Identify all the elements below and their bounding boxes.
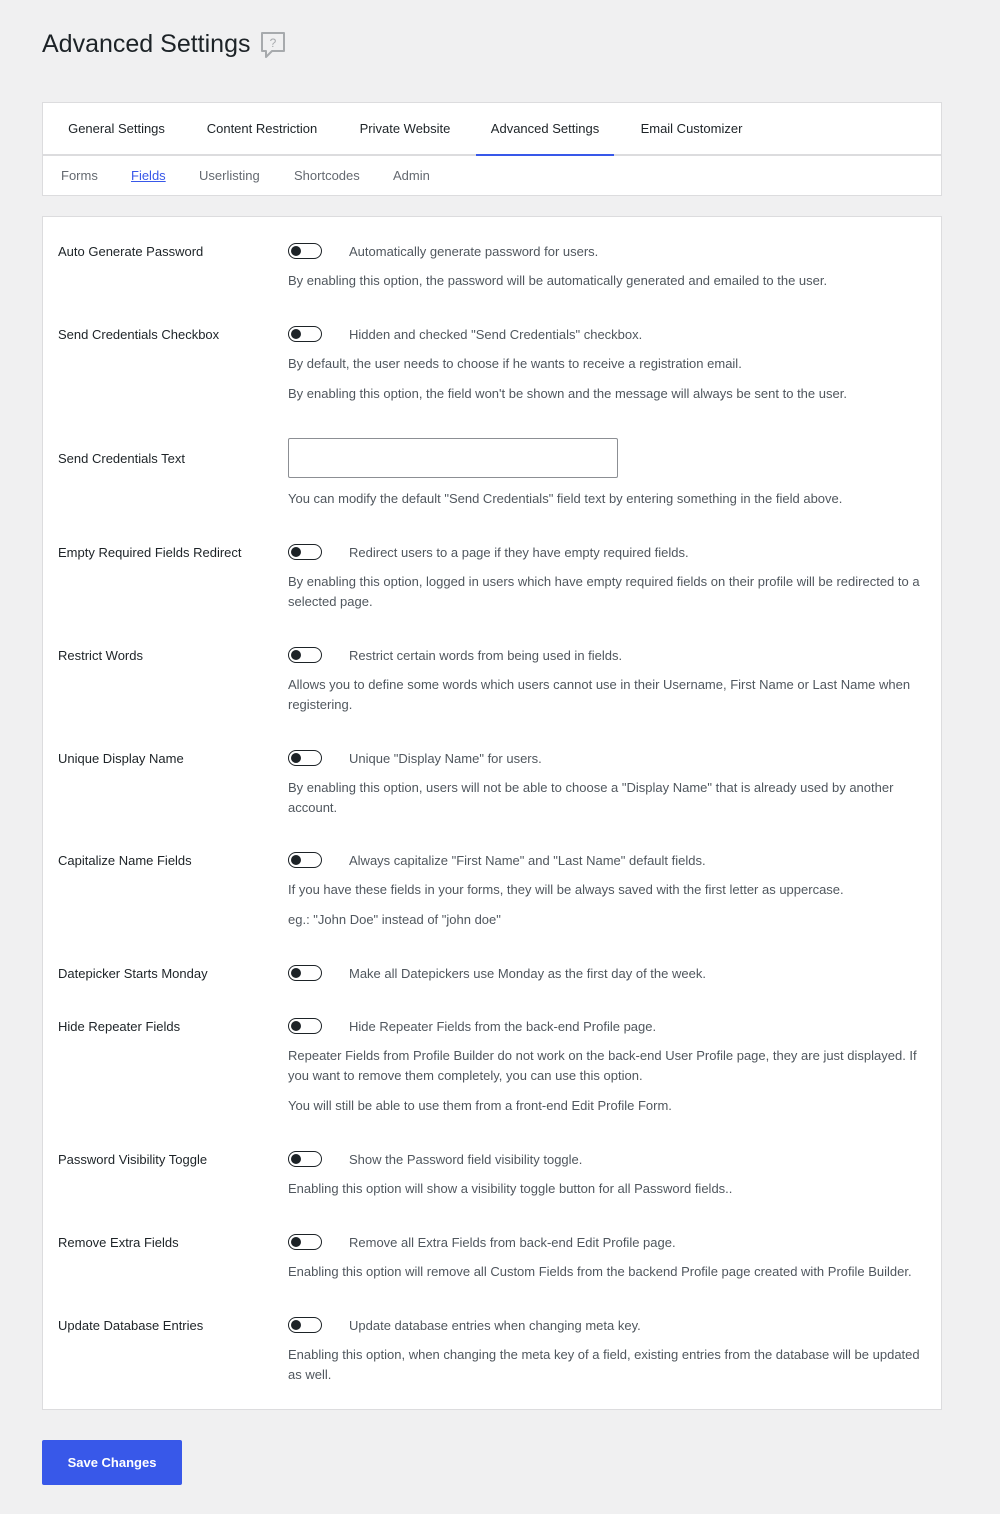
help-icon[interactable] — [260, 31, 286, 59]
setting-description: By default, the user needs to choose if he wants to receive a registration email. — [288, 356, 742, 371]
subtab-fields[interactable]: Fields — [131, 168, 166, 183]
setting-label: Auto Generate Password — [58, 244, 204, 259]
empty-required-fields-redirect-toggle[interactable] — [288, 544, 322, 560]
subtab-shortcodes[interactable]: Shortcodes — [294, 168, 360, 183]
setting-description: If you have these fields in your forms, they will be always saved with the first letter as uppercase. — [288, 882, 844, 897]
toggle-label: Automatically generate password for users. — [349, 244, 599, 259]
password-visibility-toggle-switch[interactable] — [288, 1151, 322, 1167]
toggle-knob — [291, 1320, 301, 1330]
toggle-label: Make all Datepickers use Monday as the first day of the week. — [349, 966, 706, 981]
toggle-label: Hide Repeater Fields from the back-end Profile page. — [349, 1019, 657, 1034]
setting-label: Capitalize Name Fields — [58, 853, 192, 868]
datepicker-starts-monday-toggle[interactable] — [288, 965, 322, 981]
send-credentials-text-input[interactable] — [288, 438, 618, 478]
restrict-words-toggle[interactable] — [288, 647, 322, 663]
remove-extra-fields-toggle[interactable] — [288, 1234, 322, 1250]
tab-advanced-settings[interactable]: Advanced Settings — [476, 103, 614, 156]
subtab-userlisting[interactable]: Userlisting — [199, 168, 260, 183]
toggle-label: Always capitalize "First Name" and "Last Name" default fields. — [349, 853, 706, 868]
setting-label: Empty Required Fields Redirect — [58, 545, 242, 560]
tab-email-customizer[interactable]: Email Customizer — [640, 121, 743, 136]
toggle-knob — [291, 1237, 301, 1247]
toggle-label: Unique "Display Name" for users. — [349, 751, 542, 766]
setting-label: Send Credentials Text — [58, 451, 185, 466]
tab-content-restriction[interactable]: Content Restriction — [206, 121, 318, 136]
toggle-label: Remove all Extra Fields from back-end Edit Profile page. — [349, 1235, 676, 1250]
toggle-label: Show the Password field visibility toggle. — [349, 1152, 583, 1167]
unique-display-name-toggle[interactable] — [288, 750, 322, 766]
settings-navigation — [42, 102, 942, 196]
toggle-label: Redirect users to a page if they have empty required fields. — [349, 545, 689, 560]
subtab-admin[interactable]: Admin — [393, 168, 430, 183]
setting-description: You can modify the default "Send Credentials" field text by entering something in the field above. — [288, 491, 843, 506]
main-tab-bar — [43, 103, 941, 156]
toggle-knob — [291, 1021, 301, 1031]
toggle-knob — [291, 246, 301, 256]
hide-repeater-fields-toggle[interactable] — [288, 1018, 322, 1034]
setting-description: By enabling this option, the field won't be shown and the message will always be sent to the user. — [288, 386, 847, 401]
save-changes-button[interactable]: Save Changes — [42, 1440, 182, 1485]
toggle-label: Restrict certain words from being used in fields. — [349, 648, 623, 663]
toggle-knob — [291, 329, 301, 339]
setting-label: Send Credentials Checkbox — [58, 327, 220, 342]
toggle-knob — [291, 650, 301, 660]
setting-description: eg.: "John Doe" instead of "john doe" — [288, 912, 501, 927]
fields-settings-panel — [42, 216, 942, 1410]
setting-label: Unique Display Name — [58, 751, 184, 766]
setting-label: Restrict Words — [58, 648, 143, 663]
tab-private-website[interactable]: Private Website — [359, 121, 451, 136]
toggle-knob — [291, 1154, 301, 1164]
setting-label: Remove Extra Fields — [58, 1235, 179, 1250]
toggle-knob — [291, 855, 301, 865]
setting-description: Allows you to define some words which users cannot use in their Username, First Name or Last Name when registering. — [288, 677, 911, 712]
page-title: Advanced Settings — [42, 30, 251, 58]
toggle-label: Update database entries when changing meta key. — [349, 1318, 641, 1333]
svg-text:?: ? — [270, 35, 277, 50]
page-header — [42, 30, 286, 59]
sub-tab-bar — [43, 156, 941, 196]
setting-label: Datepicker Starts Monday — [58, 966, 208, 981]
setting-description: Enabling this option, when changing the meta key of a field, existing entries from the database will be updated as well. — [288, 1347, 920, 1382]
setting-description: By enabling this option, logged in users which have empty required fields on their profile will be redirected to a selected page. — [288, 574, 920, 609]
setting-description: Enabling this option will show a visibility toggle button for all Password fields.. — [288, 1181, 733, 1196]
setting-description: You will still be able to use them from a front-end Edit Profile Form. — [288, 1098, 672, 1113]
tab-general-settings[interactable]: General Settings — [68, 121, 165, 136]
toggle-knob — [291, 968, 301, 978]
send-credentials-checkbox-toggle[interactable] — [288, 326, 322, 342]
auto-generate-password-toggle[interactable] — [288, 243, 322, 259]
setting-label: Password Visibility Toggle — [58, 1152, 208, 1167]
toggle-knob — [291, 753, 301, 763]
setting-label: Hide Repeater Fields — [58, 1019, 181, 1034]
setting-description: Repeater Fields from Profile Builder do not work on the back-end User Profile page, they are just displayed. If you want to remove them completely, you can use this option. — [288, 1048, 917, 1083]
setting-description: Enabling this option will remove all Custom Fields from the backend Profile page created with Profile Builder. — [288, 1264, 912, 1279]
subtab-forms[interactable]: Forms — [61, 168, 98, 183]
update-database-entries-toggle[interactable] — [288, 1317, 322, 1333]
toggle-label: Hidden and checked "Send Credentials" checkbox. — [349, 327, 643, 342]
toggle-knob — [291, 547, 301, 557]
capitalize-name-fields-toggle[interactable] — [288, 852, 322, 868]
setting-description: By enabling this option, the password will be automatically generated and emailed to the user. — [288, 273, 828, 288]
setting-label: Update Database Entries — [58, 1318, 204, 1333]
setting-description: By enabling this option, users will not be able to choose a "Display Name" that is already used by another account. — [288, 780, 894, 815]
